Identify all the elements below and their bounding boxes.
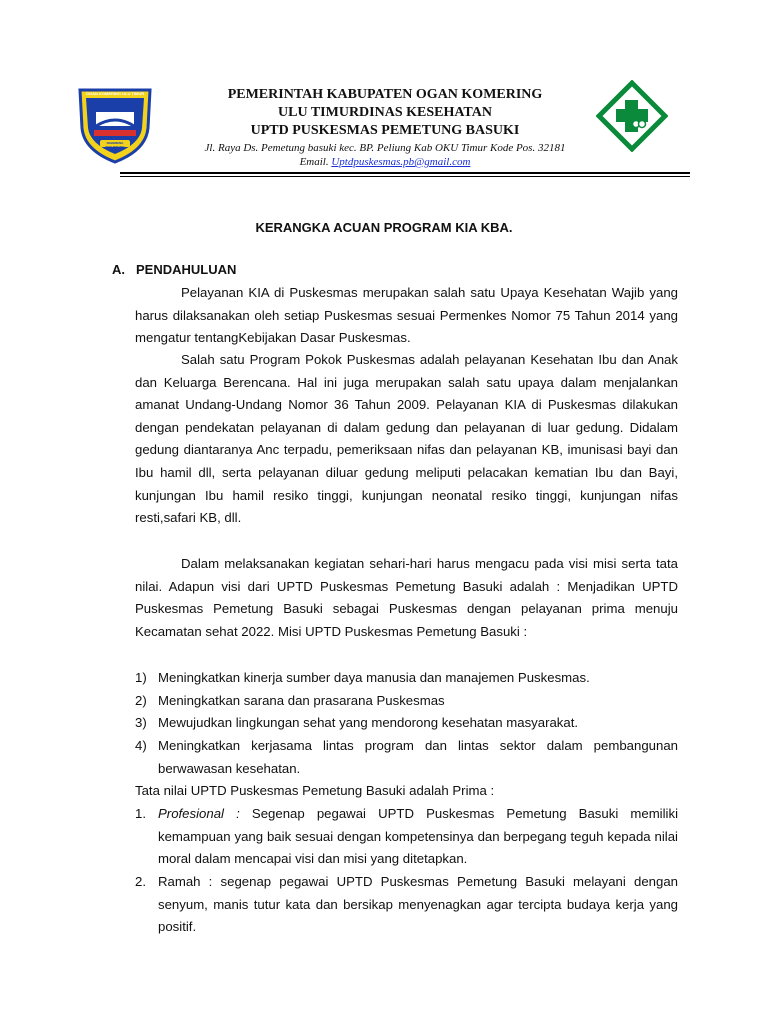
letterhead-rule-thin <box>120 176 690 177</box>
misi-item-number: 4) <box>135 738 147 753</box>
email-label: Email. <box>299 156 329 168</box>
puskesmas-logo <box>596 80 668 152</box>
tata-nilai-term: Profesional : <box>158 806 240 821</box>
paragraph-3: Dalam melaksanakan kegiatan sehari-hari harus mengacu pada visi misi serta tata nilai. Adapun visi dari UPTD Puskesmas Pemetung Basuki adalah : Menjadikan UPTD Puskesmas Pemetung Basuki sebagai Puskesmas dengan pelayanan prima menuju Kecamatan sehat 2022. Misi UPTD Puskesmas Pemetung Basuki : <box>135 556 678 639</box>
misi-item-3 <box>135 712 678 735</box>
misi-item-text: Mewujudkan lingkungan sehat yang mendorong kesehatan masyarakat. <box>158 715 579 730</box>
letterhead-email-row <box>140 155 630 169</box>
tata-nilai-item-2 <box>135 871 678 939</box>
misi-item-number: 1) <box>135 670 147 685</box>
tata-nilai-intro: Tata nilai UPTD Puskesmas Pemetung Basuki adalah Prima : <box>135 783 495 798</box>
section-a-heading <box>112 262 236 277</box>
paragraph-2: Salah satu Program Pokok Puskesmas adalah pelayanan Kesehatan Ibu dan Anak dan Keluarga Berencana. Hal ini juga merupakan salah satu upaya dalam menjalankan amanat Undang-Undang Nomor 36 Tahun 2009. Pelayanan KIA di Puskesmas dilakukan dengan pendekatan pelayanan di dalam gedung dan pelayanan di luar gedung. Didalam gedung diantaranya Anc terpadu, pemeriksaan nifas dan pelayanan KB, imunisasi bayi dan Ibu hamil dll, serta pelayanan diluar gedung meliputi pelacakan kematian Ibu dan Bayi, kunjungan Ibu hamil resiko tinggi, kunjungan neonatal resiko tinggi, kunjungan nifas resti,safari KB, dll. <box>135 352 678 526</box>
letterhead-line-2: ULU TIMURDINAS KESEHATAN <box>278 105 492 120</box>
misi-item-number: 3) <box>135 715 147 730</box>
misi-item-text: Meningkatkan kerjasama lintas program dan lintas sektor dalam pembangunan berwawasan kesehatan. <box>158 738 678 776</box>
regency-logo-bottom-text: SEBIMBING SEKUNDANG <box>105 141 125 149</box>
section-a-title: PENDAHULUAN <box>136 262 237 277</box>
tata-nilai-number: 1. <box>135 806 146 821</box>
misi-item-text: Meningkatkan sarana dan prasarana Puskesmas <box>158 693 445 708</box>
letterhead-address: Jl. Raya Ds. Pemetung basuki kec. BP. Peliung Kab OKU Timur Kode Pos. 32181 <box>204 142 566 154</box>
letterhead-rule-thick <box>120 172 690 174</box>
email-link[interactable]: Uptdpuskesmas.pb@gmail.com <box>331 156 471 168</box>
misi-item-4 <box>135 735 678 780</box>
tata-nilai-text: Segenap pegawai UPTD Puskesmas Pemetung Basuki memiliki kemampuan yang baik sesuai dengan kompetensinya dan berpegang teguh kepada nilai moral dalam mencapai visi dan misi yang ditetapkan. <box>158 806 678 867</box>
tata-nilai-term: Ramah : <box>158 874 213 889</box>
misi-item-text: Meningkatkan kinerja sumber daya manusia dan manajemen Puskesmas. <box>158 670 590 685</box>
tata-nilai-text: segenap pegawai UPTD Puskesmas Pemetung Basuki melayani dengan senyum, manis tutur kata dan bersikap menyenagkan agar tercipta budaya kerja yang positif. <box>158 874 679 935</box>
regency-logo-top-text: OGAN KOMERING ULU TIMUR <box>85 91 145 96</box>
misi-item-2 <box>135 690 678 713</box>
tata-nilai-item-1 <box>135 803 678 871</box>
misi-item-number: 2) <box>135 693 147 708</box>
paragraph-1: Pelayanan KIA di Puskesmas merupakan salah satu Upaya Kesehatan Wajib yang harus dilaksanakan oleh setiap Puskesmas sesuai Permenkes Nomor 75 Tahun 2014 yang mengatur tentangKebijakan Dasar Puskesmas. <box>135 285 678 346</box>
section-a-letter: A. <box>112 262 125 277</box>
letterhead-line-1: PEMERINTAH KABUPATEN OGAN KOMERING <box>227 87 543 102</box>
tata-nilai-number: 2. <box>135 874 146 889</box>
letterhead-line-3: UPTD PUSKESMAS PEMETUNG BASUKI <box>250 123 520 138</box>
document-title: KERANGKA ACUAN PROGRAM KIA KBA. <box>255 220 513 235</box>
misi-item-1 <box>135 667 678 690</box>
